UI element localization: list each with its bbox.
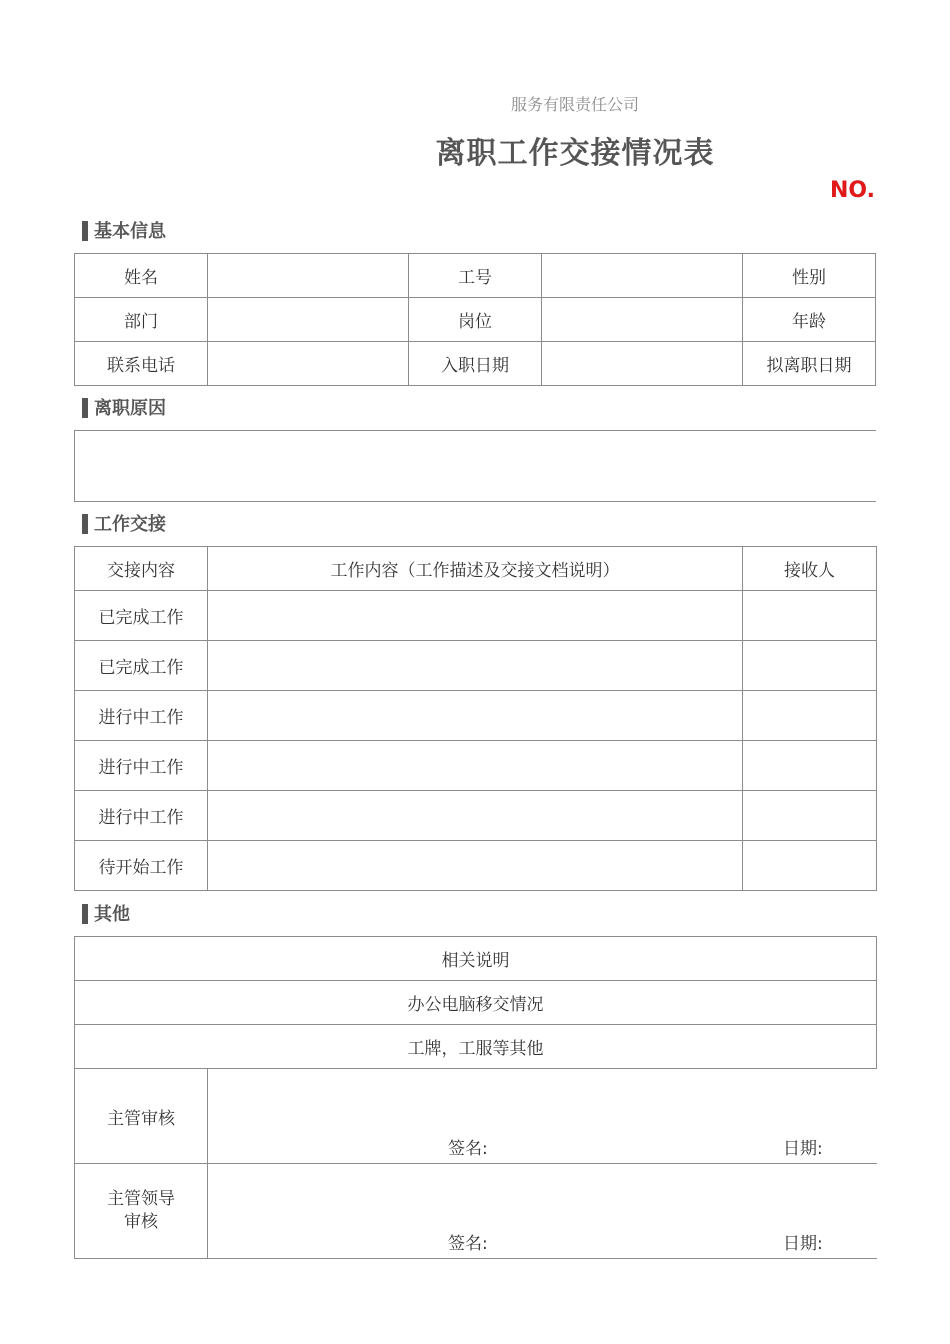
- table-row: [75, 981, 877, 1025]
- header-receiver: 接收人: [743, 547, 877, 591]
- field-name[interactable]: [208, 254, 409, 298]
- section-other: [82, 904, 130, 926]
- reason-table: [74, 430, 876, 502]
- section-marker: [82, 514, 88, 534]
- signature-label: 签名:: [448, 1139, 488, 1159]
- table-row: [75, 431, 877, 502]
- table-row: [75, 591, 877, 641]
- handover-type: 待开始工作: [75, 841, 208, 891]
- table-row: [75, 741, 877, 791]
- label-department: 部门: [75, 298, 208, 342]
- handover-receiver[interactable]: [743, 691, 877, 741]
- label-employee-id: 工号: [409, 254, 542, 298]
- handover-type: 进行中工作: [75, 791, 208, 841]
- company-name: 服务有限责任公司: [510, 95, 639, 114]
- handover-receiver[interactable]: [743, 841, 877, 891]
- basic-info-table: [74, 253, 876, 386]
- handover-content[interactable]: [208, 641, 743, 691]
- signature-label: 签名:: [448, 1234, 488, 1254]
- table-row: [75, 1025, 877, 1069]
- handover-type: 进行中工作: [75, 741, 208, 791]
- label-age: 年龄: [743, 298, 876, 342]
- handover-type: 进行中工作: [75, 691, 208, 741]
- handover-receiver[interactable]: [743, 791, 877, 841]
- other-item-notes: 相关说明: [75, 937, 877, 981]
- section-basic-info-title: 基本信息: [94, 221, 166, 242]
- header-handover-item: 交接内容: [75, 547, 208, 591]
- field-hire-date[interactable]: [542, 342, 743, 386]
- section-marker: [82, 904, 88, 924]
- table-row: [75, 937, 877, 981]
- handover-content[interactable]: [208, 791, 743, 841]
- field-employee-id[interactable]: [542, 254, 743, 298]
- handover-content[interactable]: [208, 591, 743, 641]
- handover-table: [74, 546, 877, 891]
- label-hire-date: 入职日期: [409, 342, 542, 386]
- section-handover-title: 工作交接: [94, 514, 166, 535]
- table-row: [75, 691, 877, 741]
- field-phone[interactable]: [208, 342, 409, 386]
- approval-label-supervisor: 主管审核: [75, 1069, 208, 1164]
- section-basic-info: [82, 221, 166, 243]
- section-reason: [82, 398, 166, 420]
- field-position[interactable]: [542, 298, 743, 342]
- table-row: [75, 791, 877, 841]
- label-name: 姓名: [75, 254, 208, 298]
- header-work-content: 工作内容（工作描述及交接文档说明）: [208, 547, 743, 591]
- table-row: [75, 841, 877, 891]
- table-header-row: [75, 547, 877, 591]
- handover-type: 已完成工作: [75, 641, 208, 691]
- table-row: [75, 342, 876, 386]
- section-marker: [82, 221, 88, 241]
- approval-row: [75, 1164, 877, 1259]
- handover-receiver[interactable]: [743, 591, 877, 641]
- handover-receiver[interactable]: [743, 641, 877, 691]
- date-label: 日期:: [783, 1234, 823, 1254]
- table-row: [75, 641, 877, 691]
- approval-sign-area[interactable]: [208, 1164, 877, 1259]
- section-reason-title: 离职原因: [94, 398, 166, 419]
- approval-sign-area[interactable]: [208, 1069, 877, 1164]
- handover-type: 已完成工作: [75, 591, 208, 641]
- table-row: [75, 254, 876, 298]
- reason-field[interactable]: [75, 431, 877, 502]
- table-row: [75, 298, 876, 342]
- other-item-badge-uniform: 工牌，工服等其他: [75, 1025, 877, 1069]
- handover-content[interactable]: [208, 841, 743, 891]
- date-label: 日期:: [783, 1139, 823, 1159]
- approval-label-leader: 主管领导 审核: [75, 1164, 208, 1259]
- form-number-label: NO.: [830, 178, 875, 203]
- section-other-title: 其他: [94, 904, 130, 925]
- approval-row: [75, 1069, 877, 1164]
- section-handover: [82, 514, 166, 536]
- label-position: 岗位: [409, 298, 542, 342]
- label-leave-date: 拟离职日期: [743, 342, 876, 386]
- form-title: 离职工作交接情况表: [435, 136, 715, 171]
- other-item-computer: 办公电脑移交情况: [75, 981, 877, 1025]
- section-marker: [82, 398, 88, 418]
- handover-content[interactable]: [208, 691, 743, 741]
- field-department[interactable]: [208, 298, 409, 342]
- handover-receiver[interactable]: [743, 741, 877, 791]
- other-table: [74, 936, 877, 1259]
- label-gender: 性别: [743, 254, 876, 298]
- label-phone: 联系电话: [75, 342, 208, 386]
- handover-content[interactable]: [208, 741, 743, 791]
